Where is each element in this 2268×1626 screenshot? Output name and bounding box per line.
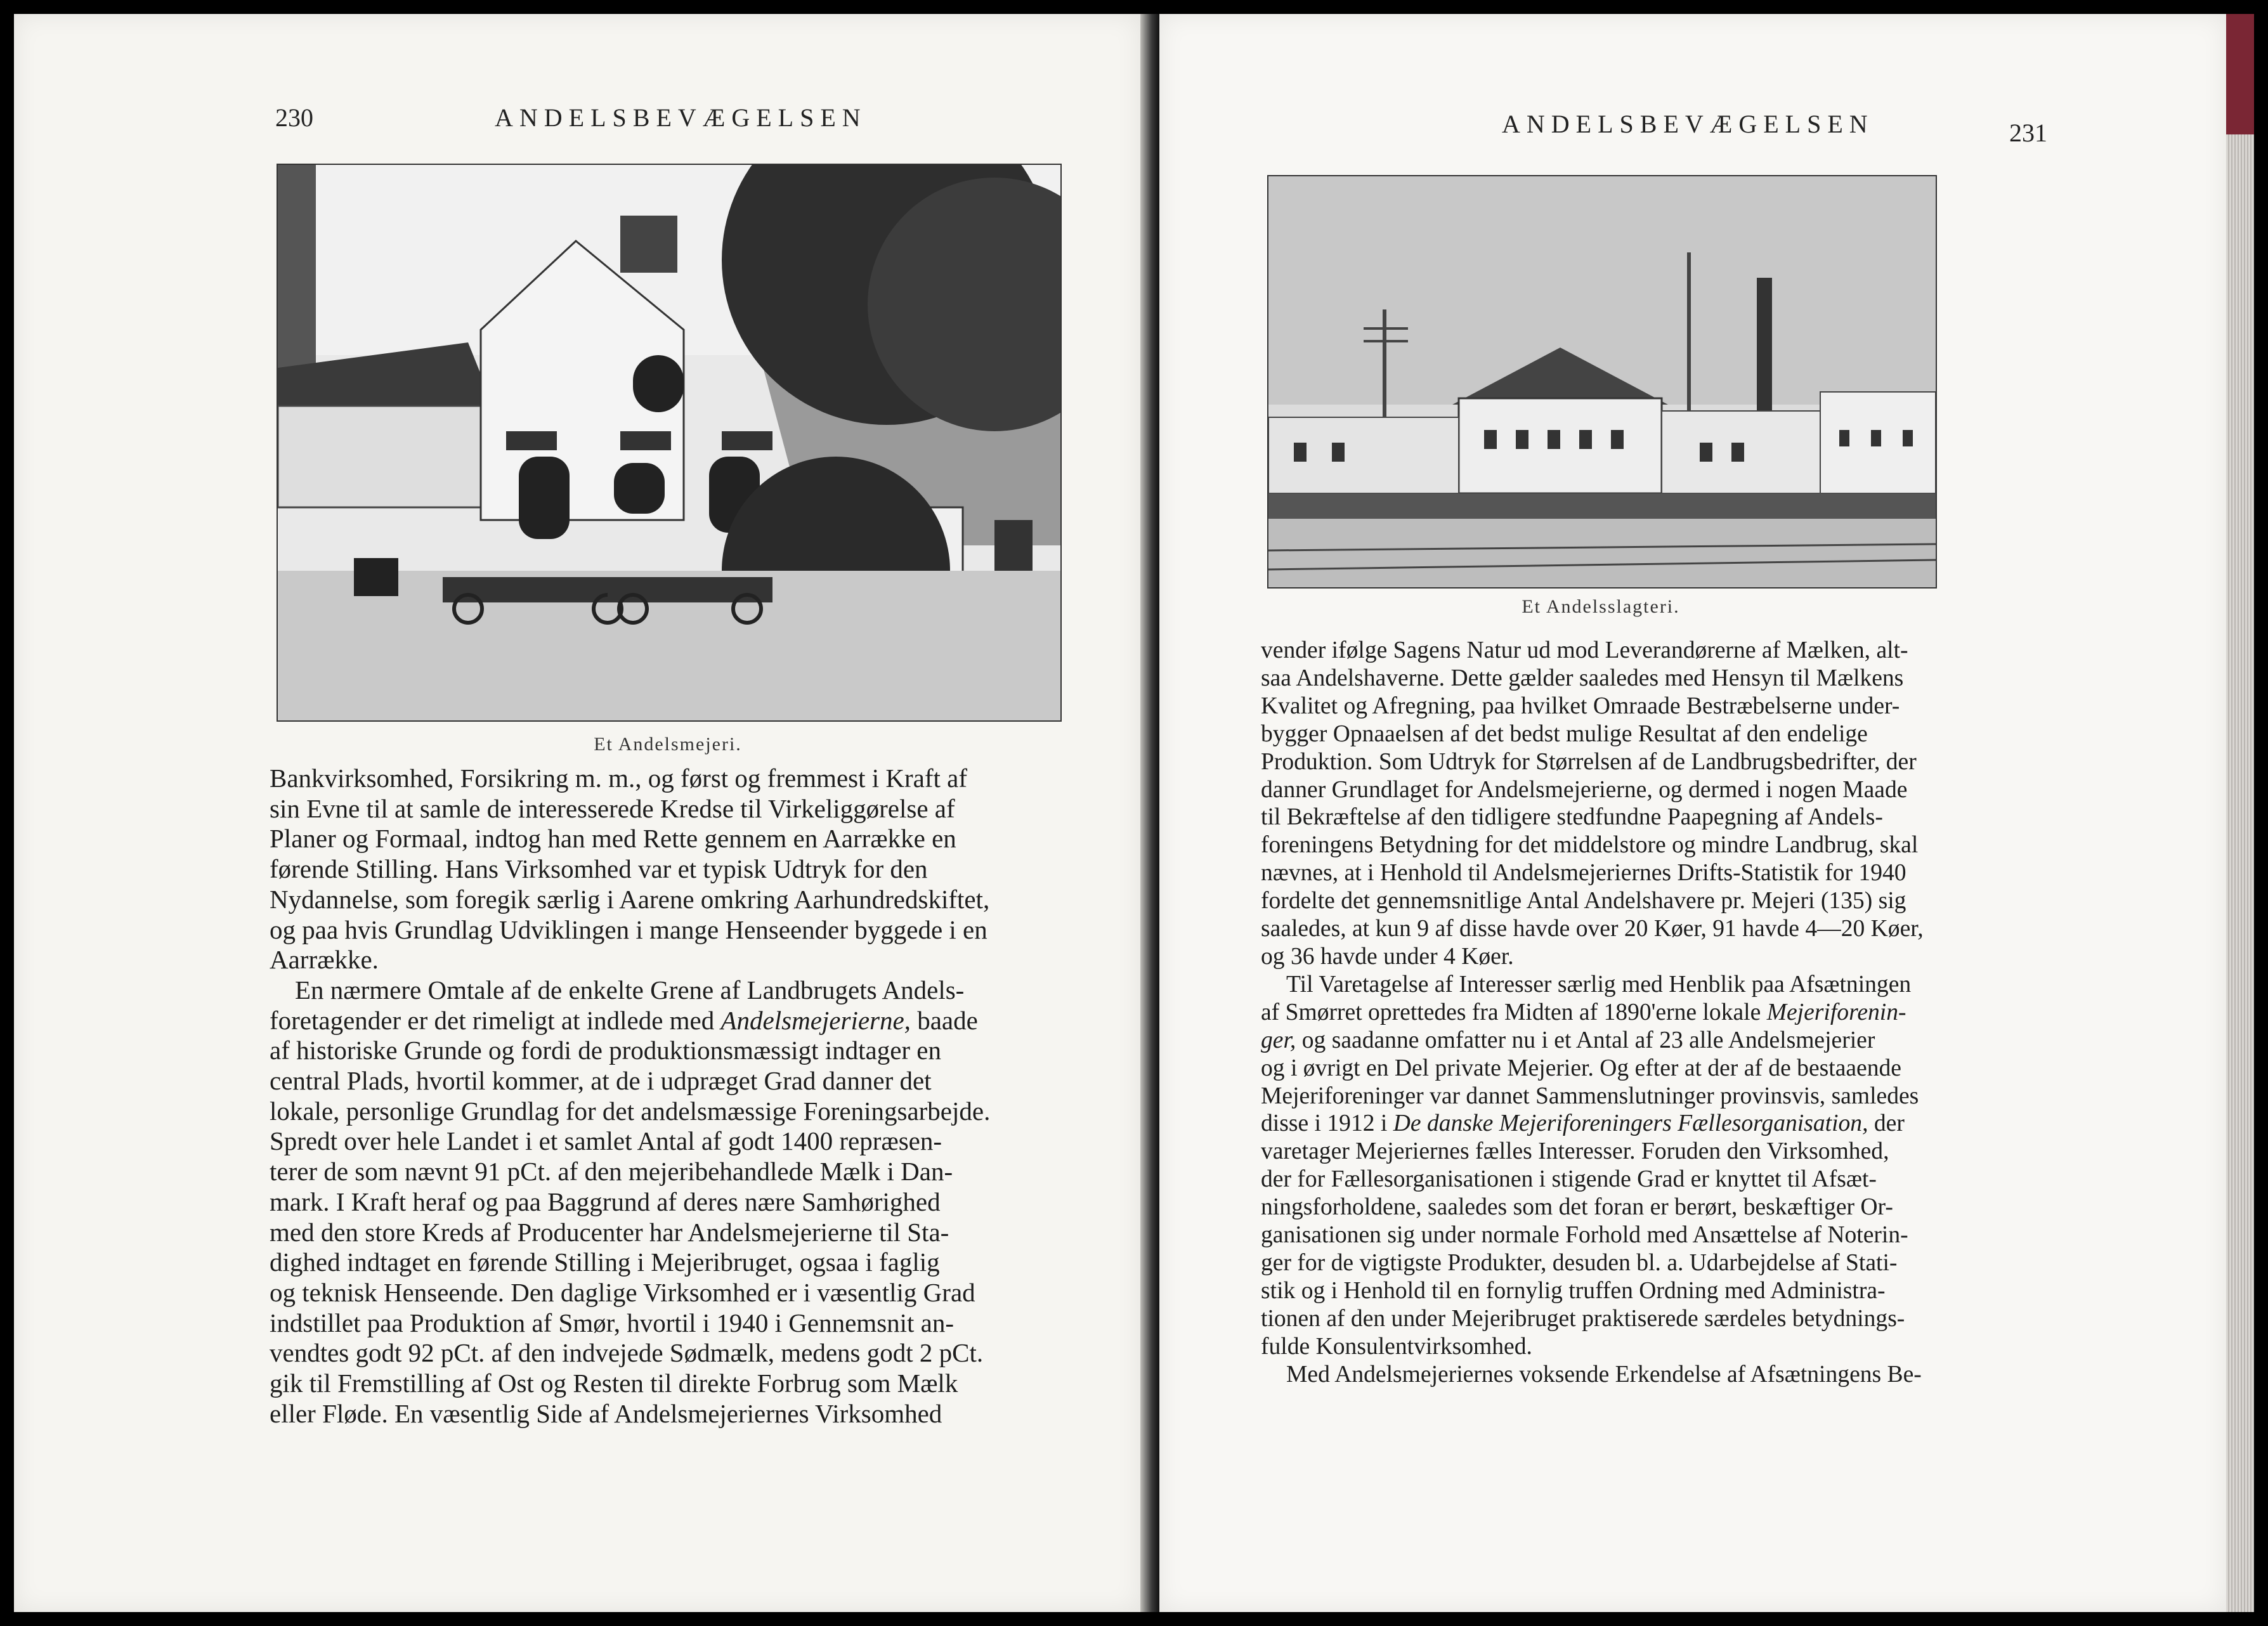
text-line: dighed indtaget en førende Stilling i Mejeribruget, ogsaa i faglig bbox=[270, 1247, 940, 1277]
italic-term: De danske Mejeriforeningers Fællesorganisation, bbox=[1393, 1110, 1868, 1137]
text-line: lokale, personlige Grundlag for det andelsmæssige Foreningsarbejde. bbox=[270, 1096, 991, 1126]
text-line: fulde Konsulentvirksomhed. bbox=[1261, 1333, 1532, 1360]
text-line: sin Evne til at samle de interesserede Kredse til Virkeliggørelse af bbox=[270, 793, 955, 823]
text-line: central Plads, hvortil kommer, at de i udpræget Grad danner det bbox=[270, 1066, 932, 1096]
text-line: Med Andelsmejeriernes voksende Erkendelse af Afsætningens Be- bbox=[1286, 1361, 1922, 1388]
text-line: stik og i Henhold til en fornylig truffen Ordning med Administra- bbox=[1261, 1277, 1886, 1304]
text-line: Produktion. Som Udtryk for Størrelsen af de Landbrugsbedrifter, der bbox=[1261, 748, 1917, 775]
page-number-right: 231 bbox=[2009, 119, 2047, 147]
text-line-mixed: ger, og saadanne omfatter nu i et Antal af 23 alle Andelsmejerier bbox=[1261, 1027, 1875, 1053]
text-line: saaledes, at kun 9 af disse havde over 20 Køer, 91 havde 4—20 Køer, bbox=[1261, 916, 1924, 942]
photo-caption-left: Et Andelsmejeri. bbox=[594, 734, 742, 755]
text-line: gik til Fremstilling af Ost og Resten til direkte Forbrug som Mælk bbox=[270, 1369, 958, 1398]
italic-term: Mejeriforenin- bbox=[1766, 999, 1906, 1025]
text-line: og 36 havde under 4 Køer. bbox=[1261, 943, 1514, 970]
body-text-right bbox=[1261, 637, 1950, 1388]
book-gutter bbox=[1140, 14, 1159, 1612]
text-line: Aarrække. bbox=[270, 945, 379, 975]
text-line: En nærmere Omtale af de enkelte Grene af Landbrugets Andels- bbox=[295, 975, 965, 1005]
text-line: tionen af den under Mejeribruget praktiserede særdeles betydnings- bbox=[1261, 1305, 1905, 1332]
text-line: Nydannelse, som foregik særlig i Aarene omkring Aarhundredskiftet, bbox=[270, 884, 990, 914]
text-line: foreningens Betydning for det middelstore og mindre Landbrug, skal bbox=[1261, 832, 1919, 859]
running-head-right: ANDELSBEVÆGELSEN bbox=[1502, 110, 1874, 138]
text-line: ningsforholdene, saaledes som det foran er berørt, beskæftiger Or- bbox=[1261, 1194, 1893, 1221]
text-line: terer de som nævnt 91 pCt. af den mejeribehandlede Mælk i Dan- bbox=[270, 1157, 953, 1187]
text-line: og i øvrigt en Del private Mejerier. Og efter at der af de bestaaende bbox=[1261, 1055, 1901, 1081]
photo-caption-right: Et Andelsslagteri. bbox=[1522, 596, 1680, 617]
page-edge-right bbox=[2226, 14, 2254, 1612]
text-line: med den store Kreds af Producenter har Andelsmejerierne til Sta- bbox=[270, 1217, 949, 1247]
right-page bbox=[1159, 14, 2226, 1612]
text-line-mixed: foretagender er det rimeligt at indlede med Andelsmejerierne, baade bbox=[270, 1005, 978, 1035]
text-line: varetager Mejeriernes fælles Interesser. Foruden den Virksomhed, bbox=[1261, 1138, 1889, 1165]
left-page bbox=[14, 14, 1140, 1612]
body-text-left bbox=[270, 764, 1061, 1429]
dairy-building-illustration bbox=[278, 165, 1060, 720]
slaughterhouse-illustration bbox=[1268, 176, 1936, 587]
text-line: mark. I Kraft heraf og paa Baggrund af deres nære Samhørighed bbox=[270, 1187, 941, 1216]
text-line: indstillet paa Produktion af Smør, hvortil i 1940 i Gennemsnit an- bbox=[270, 1308, 955, 1337]
text-line: og paa hvis Grundlag Udviklingen i mange Henseender byggede i en bbox=[270, 914, 987, 944]
text-line: Bankvirksomhed, Forsikring m. m., og først og fremmest i Kraft af bbox=[270, 764, 967, 793]
italic-term: Andelsmejerierne, bbox=[720, 1005, 911, 1035]
text-line: fordelte det gennemsnitlige Antal Andelshavere pr. Mejeri (135) sig bbox=[1261, 888, 1906, 914]
text-line: Mejeriforeninger var dannet Sammenslutninger provinsvis, samledes bbox=[1261, 1083, 1919, 1109]
text-line: danner Grundlaget for Andelsmejerierne, og dermed i nogen Maade bbox=[1261, 776, 1908, 803]
photo-andelsmejeri bbox=[277, 164, 1062, 722]
page-number-left: 230 bbox=[275, 103, 313, 132]
text-line: og teknisk Henseende. Den daglige Virksomhed er i væsentlig Grad bbox=[270, 1277, 975, 1307]
text-line: af historiske Grunde og fordi de produktionsmæssigt indtager en bbox=[270, 1036, 941, 1065]
text-line: førende Stilling. Hans Virksomhed var et typisk Udtryk for den bbox=[270, 854, 928, 884]
text-line: Til Varetagelse af Interesser særlig med Henblik paa Afsætningen bbox=[1286, 971, 1912, 998]
text-line: nævnes, at i Henhold til Andelsmejeriernes Drifts-Statistik for 1940 bbox=[1261, 860, 1906, 887]
text-line: vendtes godt 92 pCt. af den indvejede Sødmælk, medens godt 2 pCt. bbox=[270, 1338, 984, 1368]
text-line-mixed: disse i 1912 i De danske Mejeriforeningers Fællesorganisation, der bbox=[1261, 1110, 1905, 1137]
text-line: Planer og Formaal, indtog han med Rette gennem en Aarrække en bbox=[270, 824, 956, 854]
text-line: vender ifølge Sagens Natur ud mod Leverandørerne af Mælken, alt- bbox=[1261, 637, 1908, 663]
text-line: ger for de vigtigste Produkter, desuden bl. a. Udarbejdelse af Stati- bbox=[1261, 1249, 1898, 1276]
text-line: bygger Opnaaelsen af det bedst mulige Resultat af den endelige bbox=[1261, 720, 1868, 747]
text-line: saa Andelshaverne. Dette gælder saaledes med Hensyn til Mælkens bbox=[1261, 665, 1904, 691]
text-line: Spredt over hele Landet i et samlet Antal af godt 1400 repræsen- bbox=[270, 1126, 942, 1156]
text-line: ganisationen sig under normale Forhold med Ansættelse af Noterin- bbox=[1261, 1222, 1908, 1249]
bookmark-ribbon bbox=[2226, 14, 2254, 134]
text-line-mixed: af Smørret oprettedes fra Midten af 1890'erne lokale Mejeriforenin- bbox=[1261, 999, 1906, 1025]
text-line: Kvalitet og Afregning, paa hvilket Omraade Bestræbelserne under- bbox=[1261, 693, 1900, 719]
running-head-left: ANDELSBEVÆGELSEN bbox=[495, 103, 867, 132]
text-line: der for Fællesorganisationen i stigende Grad er knyttet til Afsæt- bbox=[1261, 1166, 1877, 1193]
text-line: eller Fløde. En væsentlig Side af Andelsmejeriernes Virksomhed bbox=[270, 1398, 942, 1428]
text-line: til Bekræftelse af den tidligere stedfundne Paapegning af Andels- bbox=[1261, 804, 1883, 831]
italic-term: ger, bbox=[1261, 1027, 1296, 1053]
photo-andelsslagteri bbox=[1267, 175, 1937, 589]
